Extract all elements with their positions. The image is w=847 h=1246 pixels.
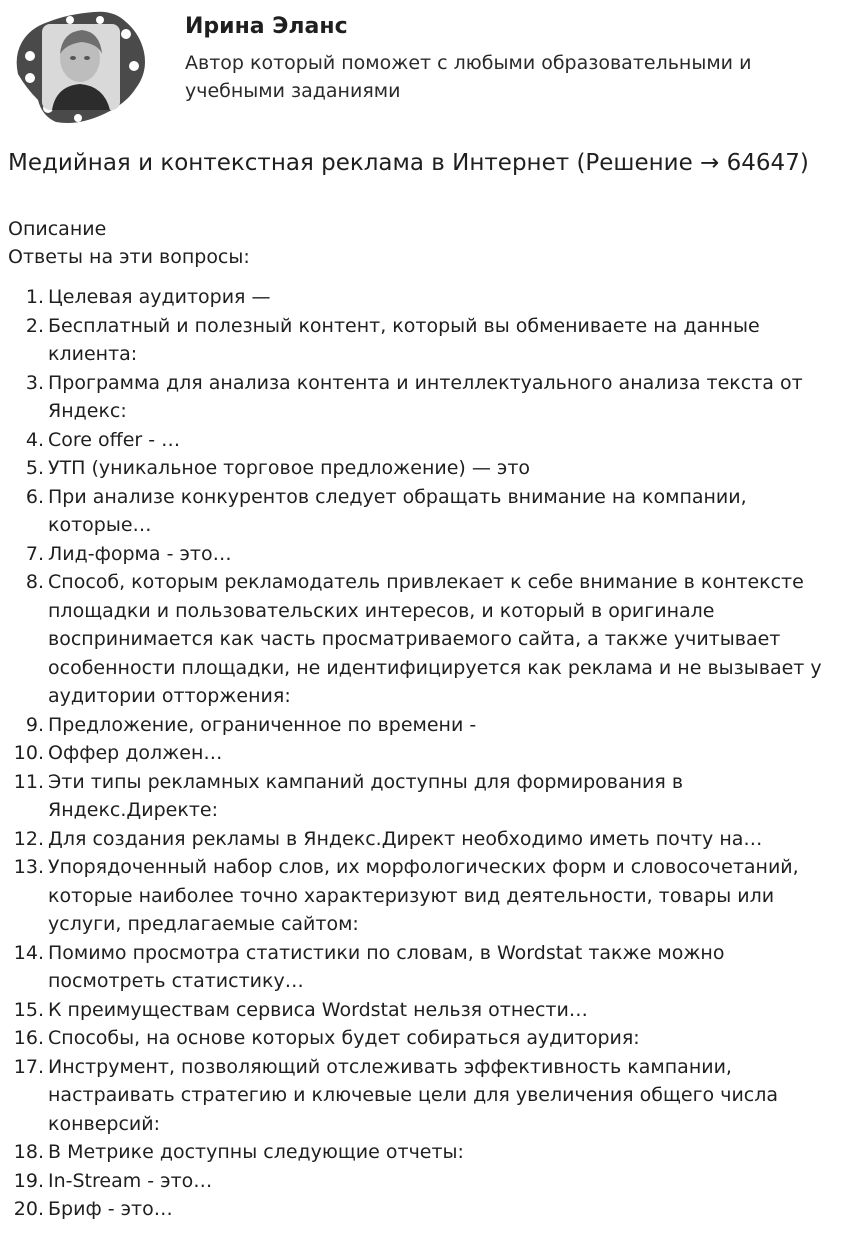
- list-item-text: Лид-форма - это…: [48, 542, 232, 565]
- list-item: [0, 711, 830, 740]
- list-item-number: 19.: [13, 1169, 44, 1192]
- list-item: [0, 369, 830, 426]
- list-item: [0, 853, 830, 939]
- list-item-text: Целевая аудитория —: [48, 286, 271, 308]
- list-item: [0, 939, 830, 996]
- author-header: [0, 0, 847, 135]
- list-item: [0, 1053, 830, 1139]
- list-item: [0, 540, 830, 569]
- list-item-number: 10.: [13, 742, 44, 764]
- list-item-text: Оффер должен…: [48, 742, 223, 764]
- author-photo: [42, 24, 120, 110]
- list-item: [0, 1195, 830, 1224]
- list-item-number: 7.: [25, 542, 44, 565]
- list-item-text: Способы, на основе которых будет собираться аудитория:: [48, 1027, 640, 1049]
- list-item-number: 11.: [13, 770, 44, 793]
- list-item-number: 3.: [25, 371, 44, 394]
- questions-list: [0, 283, 830, 1224]
- author-avatar: [8, 8, 150, 126]
- list-item: [0, 996, 830, 1025]
- list-item-text: В Метрике доступны следующие отчеты:: [48, 1141, 464, 1163]
- list-item-text: УТП (уникальное торговое предложение) — это: [48, 457, 531, 479]
- list-item-number: 4.: [25, 428, 44, 451]
- list-item: [0, 283, 830, 312]
- list-item-text: Помимо просмотра статистики по словам, в Wordstat также можно посмотреть статистику…: [48, 941, 725, 992]
- list-item-text: Инструмент, позволяющий отслеживать эффективность кампании, настраивать стратегию и ключевые цели для увеличения общего числа конверсий:: [48, 1055, 779, 1135]
- list-item-text: Способ, которым рекламодатель привлекает к себе внимание в контексте площадки и пользовательских интересов, и который в оригинале воспринимается как часть просматриваемого сайта, а также учитывает особенности площадки, не идентифицируется как реклама и не вызывает у аудитории отторжения:: [48, 571, 822, 707]
- author-description: Автор который поможет с любыми образовательными и учебными заданиями: [185, 52, 752, 102]
- list-item-number: 16.: [13, 1027, 44, 1049]
- list-item-number: 12.: [13, 827, 44, 850]
- list-item: [0, 768, 830, 825]
- list-item-number: 6.: [25, 485, 44, 508]
- list-item-text: Для создания рекламы в Яндекс.Директ необходимо иметь почту на…: [48, 827, 763, 850]
- list-item: [0, 1024, 830, 1053]
- author-name: Ирина Эланс: [185, 14, 348, 39]
- list-item-number: 14.: [13, 941, 44, 964]
- list-item-number: 2.: [25, 314, 44, 337]
- list-item-text: Core offer - …: [48, 428, 181, 451]
- list-item-text: Эти типы рекламных кампаний доступны для формирования в Яндекс.Директе:: [48, 770, 684, 821]
- list-item-number: 5.: [25, 457, 44, 479]
- list-item: [0, 426, 830, 455]
- list-item-text: К преимуществам сервиса Wordstat нельзя отнести…: [48, 998, 588, 1021]
- document-title: Медийная и контекстная реклама в Интернет (Решение → 64647): [8, 150, 809, 176]
- list-item-text: Бриф - это…: [48, 1198, 173, 1220]
- list-item: [0, 568, 830, 711]
- intro-text: Ответы на эти вопросы:: [8, 246, 250, 268]
- list-item-number: 9.: [25, 713, 44, 736]
- list-item-number: 13.: [13, 856, 44, 878]
- list-item-number: 20.: [13, 1198, 44, 1220]
- description-label: Описание: [8, 218, 107, 240]
- list-item: [0, 1167, 830, 1196]
- list-item-text: In-Stream - это…: [48, 1169, 213, 1192]
- list-item: [0, 483, 830, 540]
- list-item-text: При анализе конкурентов следует обращать внимание на компании, которые…: [48, 485, 747, 536]
- list-item-text: Упорядоченный набор слов, их морфологических форм и словосочетаний, которые наиболее точно характеризуют вид деятельности, товары или услуги, предлагаемые сайтом:: [48, 856, 799, 935]
- list-item-text: Бесплатный и полезный контент, который вы обмениваете на данные клиента:: [48, 314, 760, 365]
- list-item: [0, 825, 830, 854]
- list-item: [0, 454, 830, 483]
- list-item-text: Программа для анализа контента и интеллектуального анализа текста от Яндекс:: [48, 371, 803, 422]
- list-item-number: 15.: [13, 998, 44, 1021]
- list-item: [0, 739, 830, 768]
- list-item: [0, 1138, 830, 1167]
- list-item-number: 17.: [13, 1055, 44, 1078]
- list-item: [0, 312, 830, 369]
- list-item-number: 1.: [25, 286, 44, 308]
- list-item-number: 18.: [13, 1141, 44, 1163]
- list-item-number: 8.: [25, 571, 44, 593]
- list-item-text: Предложение, ограниченное по времени -: [48, 713, 477, 736]
